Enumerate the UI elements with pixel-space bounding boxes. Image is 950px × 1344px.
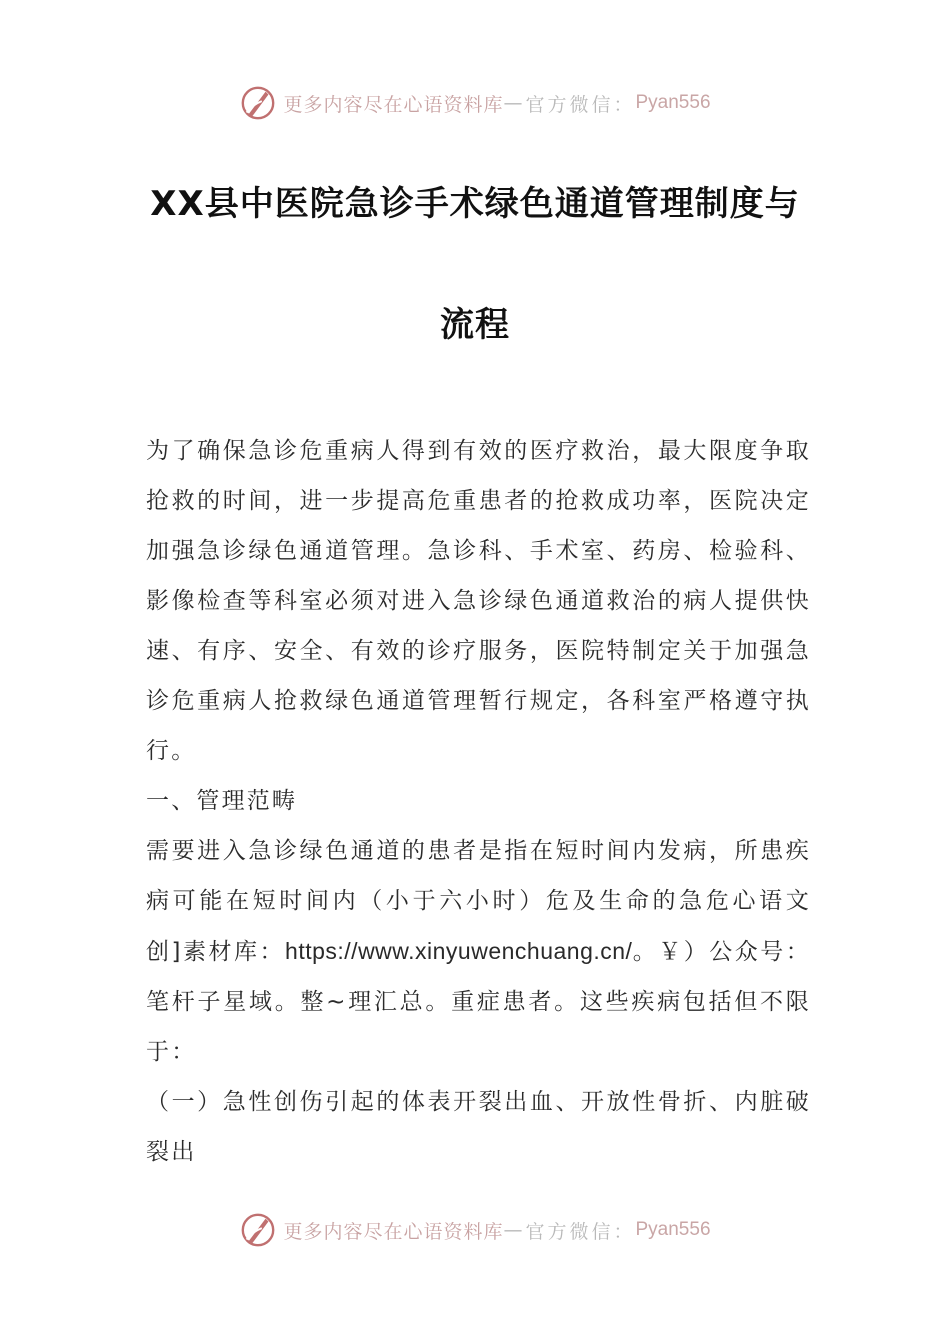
document-body — [146, 426, 811, 1177]
scope-text-b: 。￥）公众号：笔杆子星域。整~理汇总。重症患者。这些疾病包括但不限于： — [146, 939, 811, 1065]
banner-wechat-id: Pyan556 — [635, 1219, 711, 1240]
banner-dash: — — [503, 92, 526, 114]
document-title-line2: 流程 — [440, 305, 510, 345]
section-heading: 一、管理范畴 — [146, 788, 298, 814]
banner-brand: 更多内容尽在心语资料库 — [283, 93, 504, 116]
banner-brand: 更多内容尽在心语资料库 — [283, 1220, 504, 1243]
list-item: （一）急性创伤引起的体表开裂出血、开放性骨折、内脏破裂出 — [146, 1089, 811, 1165]
scope-text-a: 需要进入急诊绿色通道的患者是指在短时间内发病，所患疾病可能在短时间内（小于六小时）危及生命的急危心语文创]素材库： — [146, 838, 811, 965]
banner-wechat-id: Pyan556 — [635, 92, 711, 113]
banner-dash: — — [503, 1219, 526, 1241]
footer-watermark — [0, 1210, 950, 1250]
header-watermark — [0, 83, 950, 123]
quill-logo-icon — [239, 84, 277, 122]
intro-paragraph: 为了确保急诊危重病人得到有效的医疗救治，最大限度争取抢救的时间，进一步提高危重患者的抢救成功率，医院决定加强急诊绿色通道管理。急诊科、手术室、药房、检验科、影像检查等科室必须对进入急诊绿色通道救治的病人提供快速、有序、安全、有效的诊疗服务，医院特制定关于加强急诊危重病人抢救绿色通道管理暂行规定，各科室严格遵守执行。 — [146, 438, 811, 764]
scope-url: https://www.xinyuwenchuang.cn/ — [285, 938, 633, 964]
banner-wechat-label: 官方微信： — [525, 1220, 636, 1243]
scope-paragraph — [146, 826, 811, 1077]
quill-logo-icon — [239, 1211, 277, 1249]
banner-wechat-label: 官方微信： — [525, 93, 636, 116]
document-title-line1: XX县中医院急诊手术绿色通道管理制度与 — [150, 184, 800, 224]
